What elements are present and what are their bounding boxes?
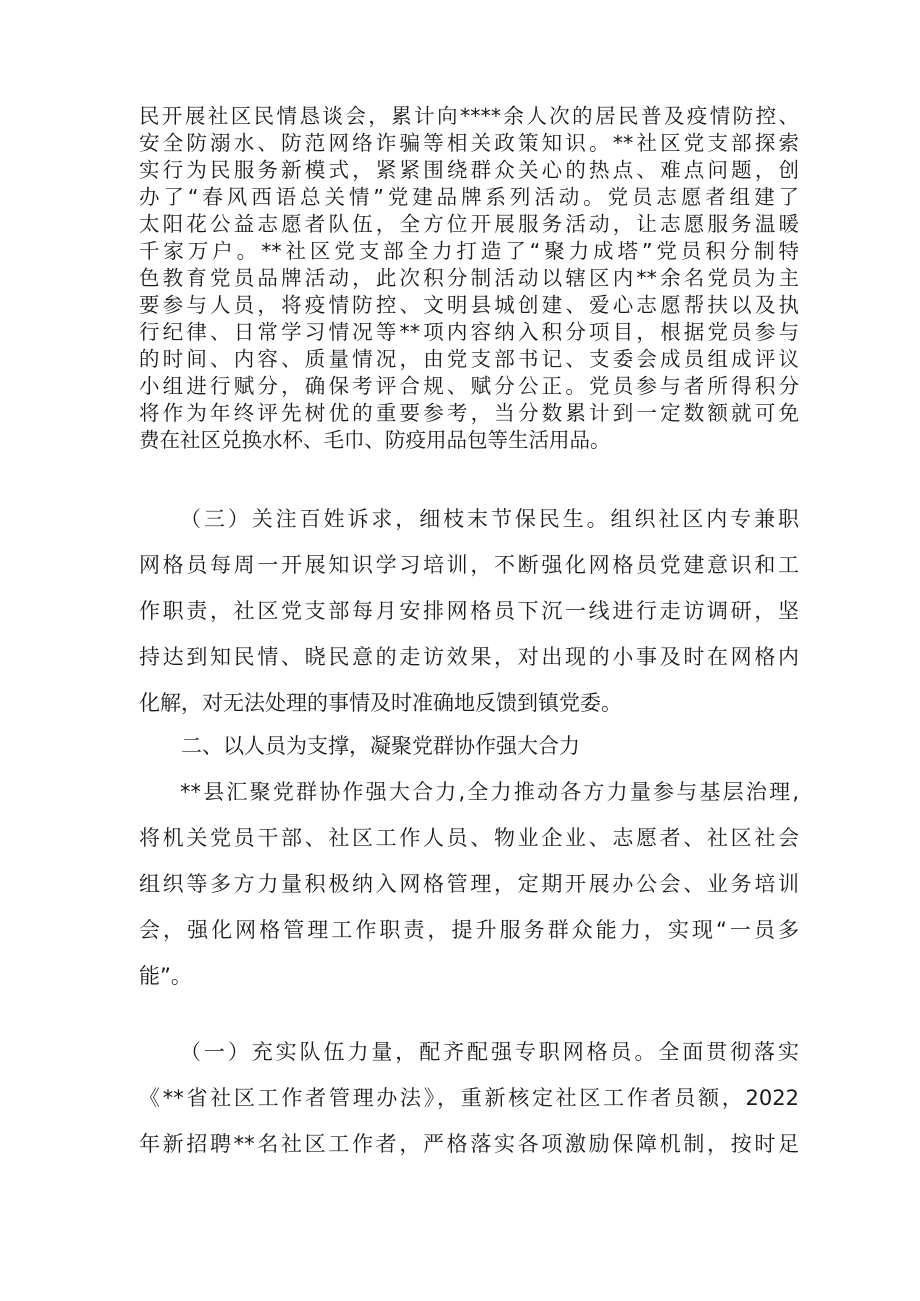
paragraph-line: 年新招聘**名社区工作者，严格落实各项激励保障机制，按时足 (139, 1132, 799, 1156)
paragraph-line: 的时间、内容、质量情况，由党支部书记、支委会成员组成评议 (139, 347, 799, 371)
paragraph-line: 将机关党员干部、社区工作人员、物业企业、志愿者、社区社会 (139, 826, 799, 850)
paragraph-line: 行纪律、日常学习情况等**项内容纳入积分项目，根据党员参与 (139, 320, 799, 344)
paragraph-line: 色教育党员品牌活动，此次积分制活动以辖区内**余名党员为主 (139, 266, 799, 290)
paragraph-line: 安全防溺水、防范网络诈骗等相关政策知识。**社区党支部探索 (139, 131, 799, 155)
paragraph-line: 太阳花公益志愿者队伍，全方位开展服务活动，让志愿服务温暖 (139, 212, 799, 236)
paragraph-line: 作职责，社区党支部每月安排网格员下沉一线进行走访调研，坚 (139, 599, 799, 623)
paragraph-line: 将作为年终评先树优的重要参考，当分数累计到一定数额就可免 (139, 401, 799, 425)
paragraph-line: 实行为民服务新模式，紧紧围绕群众关心的热点、难点问题，创 (139, 158, 799, 182)
paragraph-line: 《**省社区工作者管理办法》，重新核定社区工作者员额，2022 (139, 1086, 799, 1110)
section-heading-2: 二、以人员为支撑，凝聚党群协作强大合力 (181, 734, 580, 758)
paragraph-line: 办了“春风西语总关情”党建品牌系列活动。党员志愿者组建了 (139, 185, 799, 209)
paragraph-line: 化解，对无法处理的事情及时准确地反馈到镇党委。 (139, 691, 622, 715)
paragraph-line: 要参与人员，将疫情防控、文明县城创建、爱心志愿帮扶以及执 (139, 293, 799, 317)
paragraph-line: 费在社区兑换水杯、毛巾、防疫用品包等生活用品。 (139, 428, 611, 452)
paragraph-line: 能”。 (139, 964, 192, 988)
section-heading-3: （三）关注百姓诉求，细枝末节保民生。组织社区内专兼职 (180, 507, 799, 531)
paragraph-line: 小组进行赋分，确保考评合规、赋分公正。党员参与者所得积分 (139, 374, 799, 398)
paragraph-line: **县汇聚党群协作强大合力,全力推动各方力量参与基层治理, (180, 780, 799, 804)
paragraph-line: 网格员每周一开展知识学习培训，不断强化网格员党建意识和工 (139, 553, 799, 577)
paragraph-line: 千家万户。**社区党支部全力打造了“聚力成塔”党员积分制特 (139, 239, 799, 263)
paragraph-line: 民开展社区民情恳谈会，累计向****余人次的居民普及疫情防控、 (139, 104, 799, 128)
paragraph-line: 会，强化网格管理工作职责，提升服务群众能力，实现“一员多 (139, 918, 799, 942)
paragraph-line: 持达到知民情、晓民意的走访效果，对出现的小事及时在网格内 (139, 645, 799, 669)
section-heading-1: （一）充实队伍力量，配齐配强专职网格员。全面贯彻落实 (180, 1040, 799, 1064)
paragraph-line: 组织等多方力量积极纳入网格管理，定期开展办公会、业务培训 (139, 872, 799, 896)
